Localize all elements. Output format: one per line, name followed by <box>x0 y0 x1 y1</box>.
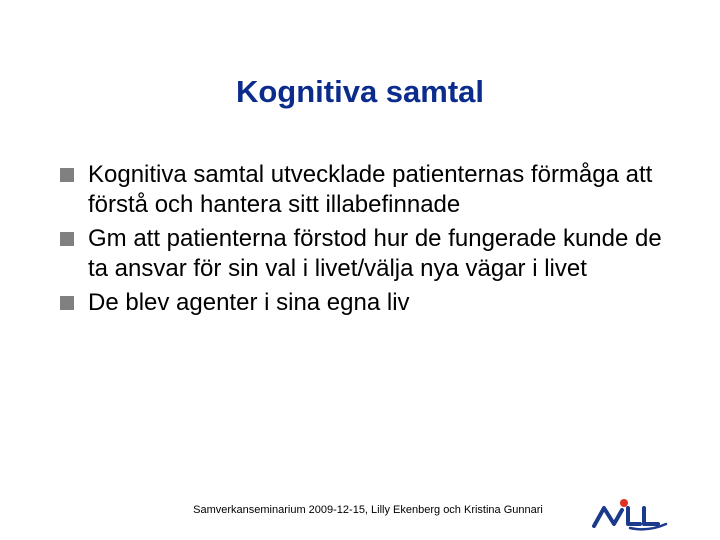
square-bullet-icon <box>60 168 74 182</box>
square-bullet-icon <box>60 296 74 310</box>
logo-l-stroke-2 <box>644 508 658 524</box>
bullet-item <box>56 160 676 220</box>
bullet-list <box>56 160 676 322</box>
logo-red-dot <box>620 499 628 507</box>
logo-l-stroke-1 <box>628 508 640 524</box>
slide-title: Kognitiva samtal <box>235 74 485 109</box>
logo-n-stroke <box>594 508 622 526</box>
organization-logo-icon <box>590 494 668 532</box>
square-bullet-icon <box>60 232 74 246</box>
slide-footer: Samverkanseminarium 2009-12-15, Lilly Ekenberg och Kristina Gunnari <box>193 504 543 516</box>
bullet-text: Kognitiva samtal utvecklade patienternas förmåga att förstå och hantera sitt illabefinnade <box>88 161 653 218</box>
bullet-text: Gm att patienterna förstod hur de fungerade kunde de ta ansvar för sin val i livet/välja nya vägar i livet <box>88 225 662 282</box>
bullet-text: De blev agenter i sina egna liv <box>88 289 410 316</box>
bullet-item <box>56 224 676 284</box>
bullet-item <box>56 288 676 318</box>
